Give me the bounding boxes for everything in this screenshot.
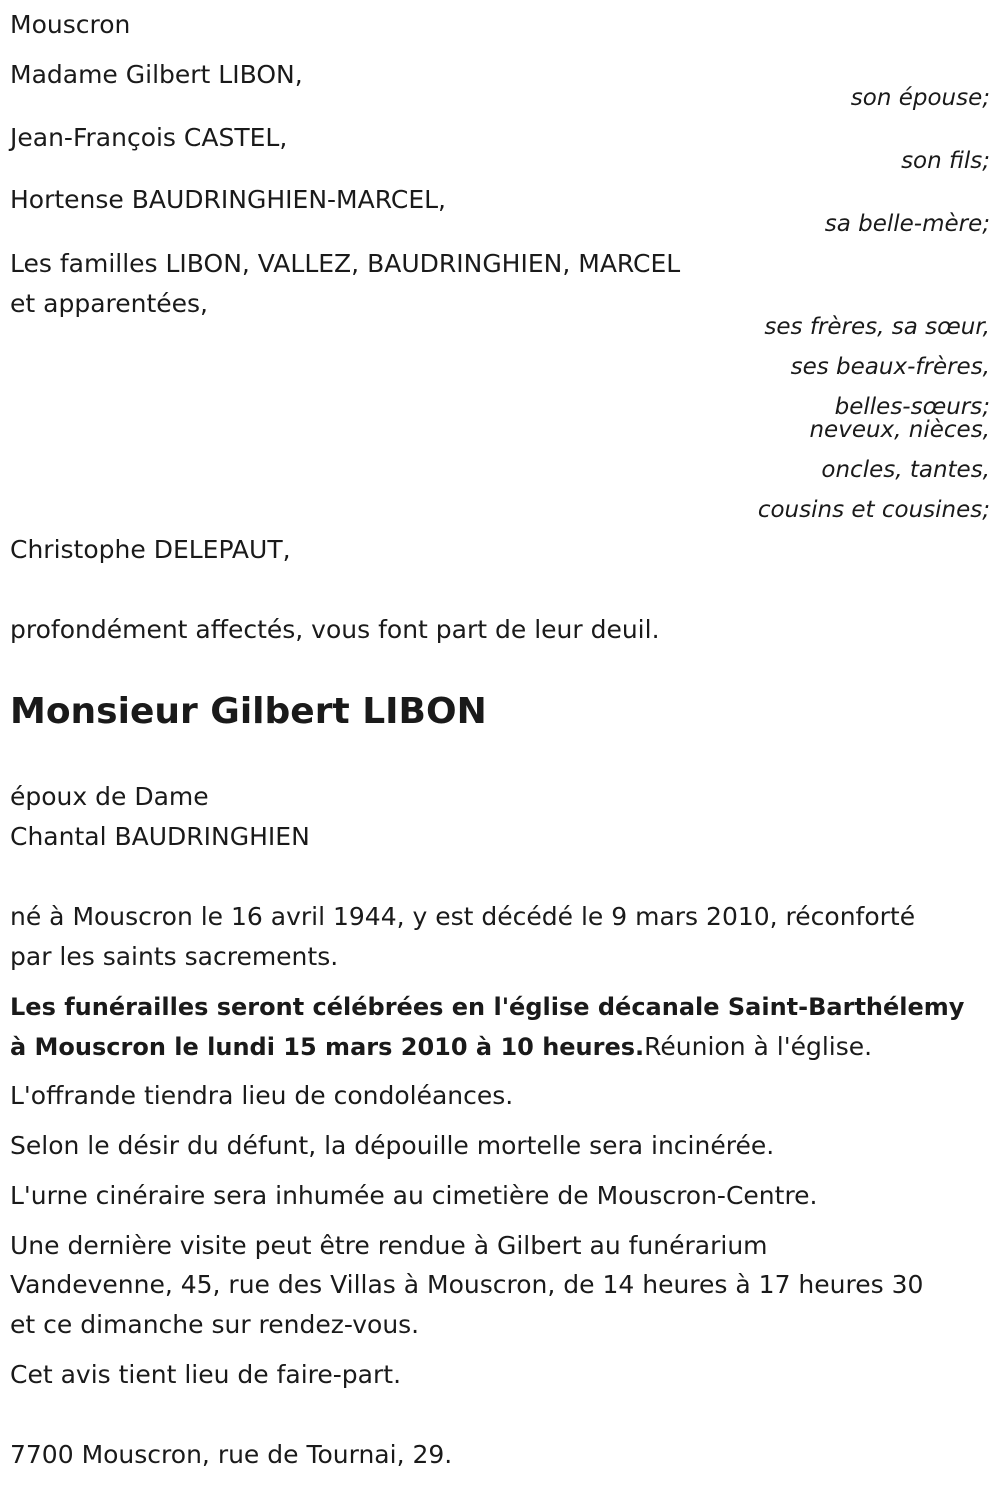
announcement: profondément affectés, vous font part de leur deuil. <box>10 615 660 644</box>
visit-line: et ce dimanche sur rendez-vous. <box>10 1310 420 1339</box>
funeral-meeting: Réunion à l'église. <box>644 1032 873 1061</box>
urn-line: L'urne cinéraire sera inhumée au cimetière de Mouscron-Centre. <box>10 1181 818 1210</box>
offering-line: L'offrande tiendra lieu de condoléances. <box>10 1081 514 1110</box>
funeral-date: à Mouscron le lundi 15 mars 2010 à 10 heures. <box>10 1033 645 1061</box>
mourner-name: Madame Gilbert LIBON, <box>10 60 303 89</box>
spouse-line: Chantal BAUDRINGHIEN <box>10 822 310 851</box>
birth-line: par les saints sacrements. <box>10 942 339 971</box>
visit-line: Vandevenne, 45, rue des Villas à Mouscron, de 14 heures à 17 heures 30 <box>10 1270 924 1299</box>
city-header: Mouscron <box>10 10 131 39</box>
family-relation: oncles, tantes, <box>821 457 990 483</box>
deceased-name: Monsieur Gilbert LIBON <box>10 691 487 732</box>
mourner-relation: son épouse; <box>850 85 990 111</box>
funeral-line: Les funérailles seront célébrées en l'église décanale Saint-Barthélemy <box>10 993 965 1021</box>
cremation-line: Selon le désir du défunt, la dépouille mortelle sera incinérée. <box>10 1131 775 1160</box>
family-relation: ses frères, sa sœur, <box>764 314 990 340</box>
families-line: et apparentées, <box>10 289 208 318</box>
spouse-line: époux de Dame <box>10 782 209 811</box>
friend-name: Christophe DELEPAUT, <box>10 535 291 564</box>
mourner-relation: son fils; <box>901 148 990 174</box>
mourner-name: Hortense BAUDRINGHIEN-MARCEL, <box>10 185 446 214</box>
families-line: Les familles LIBON, VALLEZ, BAUDRINGHIEN, MARCEL <box>10 249 681 278</box>
birth-line: né à Mouscron le 16 avril 1944, y est décédé le 9 mars 2010, réconforté <box>10 902 916 931</box>
family-relation: neveux, nièces, <box>809 417 990 443</box>
family-relation: belles-sœurs; <box>834 394 990 420</box>
funeral-line-2 <box>10 1027 872 1067</box>
notice-line: Cet avis tient lieu de faire-part. <box>10 1360 402 1389</box>
address-line: 7700 Mouscron, rue de Tournai, 29. <box>10 1440 453 1469</box>
family-relation: ses beaux-frères, <box>790 354 990 380</box>
mourner-name: Jean-François CASTEL, <box>10 123 288 152</box>
visit-line: Une dernière visite peut être rendue à Gilbert au funérarium <box>10 1231 768 1260</box>
mourner-relation: sa belle-mère; <box>824 211 990 237</box>
family-relation: cousins et cousines; <box>757 497 990 523</box>
